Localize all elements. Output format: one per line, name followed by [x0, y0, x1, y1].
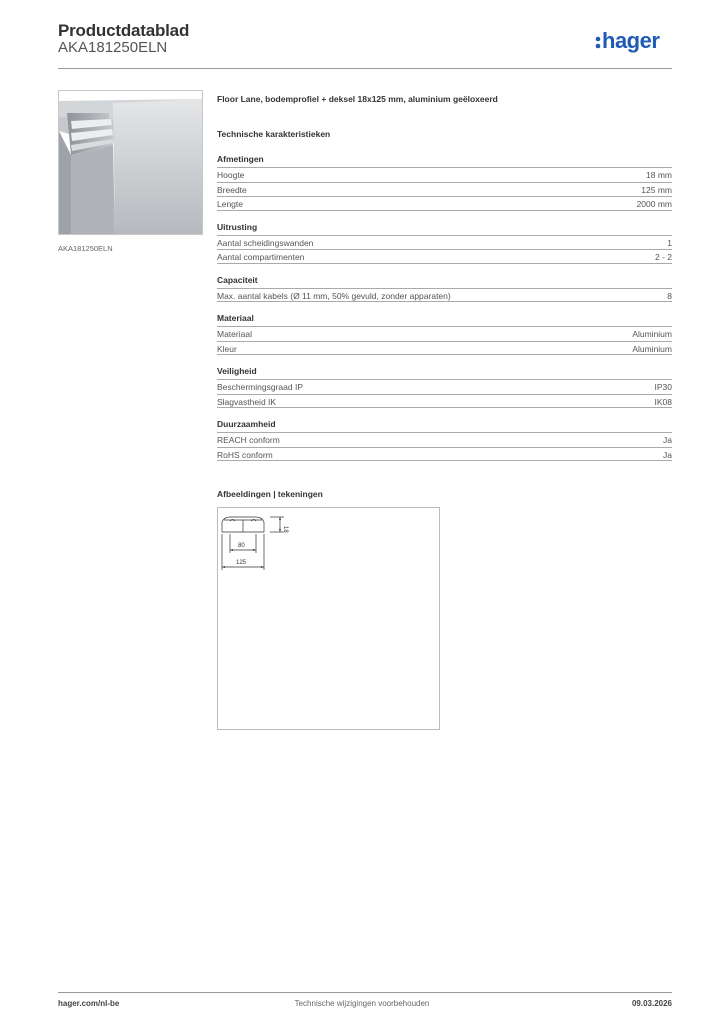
dim-width-label: 125 [236, 560, 247, 566]
section-veiligheid [217, 366, 672, 408]
dim-inner-label: 80 [238, 543, 245, 549]
section-materiaal [217, 313, 672, 355]
section-duurzaamheid [217, 419, 672, 461]
spec-label: Materiaal [217, 329, 252, 339]
section-capaciteit [217, 275, 672, 303]
technical-drawing [217, 507, 440, 730]
footer-date: 09.03.2026 [631, 999, 672, 1008]
spec-row [217, 249, 672, 264]
product-description: Floor Lane, bodemprofiel + deksel 18x125 mm, aluminium geëloxeerd [217, 94, 498, 104]
spec-value: Aluminium [632, 329, 672, 339]
spec-label: Kleur [217, 343, 237, 354]
spec-row [217, 196, 672, 211]
svg-text:hager: hager [602, 28, 660, 53]
section-title: Veiligheid [217, 366, 257, 376]
section-title: Materiaal [217, 313, 254, 323]
section-afmetingen [217, 154, 672, 211]
spec-value: 125 mm [641, 184, 672, 195]
spec-row [217, 182, 672, 197]
spec-row [217, 167, 672, 182]
spec-value: 2000 mm [636, 199, 672, 209]
spec-value: Ja [663, 449, 672, 460]
spec-label: REACH conform [217, 435, 280, 445]
spec-value: Aluminium [632, 343, 672, 354]
footer-disclaimer: Technische wijzigingen voorbehouden [294, 999, 430, 1008]
tech-heading: Technische karakteristieken [217, 129, 331, 139]
product-details [217, 94, 672, 461]
spec-label: Beschermingsgraad IP [217, 382, 303, 392]
spec-row [217, 432, 672, 447]
spec-row [217, 341, 672, 356]
spec-row [217, 447, 672, 462]
product-image-caption: AKA181250ELN [58, 244, 113, 253]
spec-label: Aantal scheidingswanden [217, 237, 314, 248]
footer-website[interactable]: hager.com/nl-be [58, 999, 120, 1008]
spec-row [217, 394, 672, 409]
header-divider [58, 68, 672, 69]
spec-label: Hoogte [217, 170, 245, 180]
spec-label: Slagvastheid IK [217, 396, 277, 407]
spec-value: 2 - 2 [654, 252, 672, 262]
spec-label: Max. aantal kabels (Ø 11 mm, 50% gevuld, zonder apparaten) [217, 290, 451, 301]
spec-label: RoHS conform [217, 449, 273, 460]
section-uitrusting [217, 222, 672, 264]
spec-value: Ja [663, 435, 672, 445]
spec-value: 1 [667, 237, 672, 248]
spec-value: IP30 [654, 382, 672, 392]
spec-row [217, 288, 672, 303]
spec-label: Aantal compartimenten [217, 252, 305, 262]
figures-title: Afbeeldingen | tekeningen [217, 489, 323, 499]
product-image [58, 90, 203, 235]
spec-value: IK08 [654, 396, 672, 407]
spec-value: 8 [667, 290, 672, 301]
spec-row [217, 326, 672, 341]
dim-height-label: 18 [282, 526, 288, 533]
footer-divider [58, 992, 672, 993]
hager-logo [594, 27, 674, 55]
spec-label: Lengte [217, 199, 243, 209]
product-code: AKA181250ELN [58, 39, 168, 56]
page-title: Productdatablad [58, 21, 190, 40]
spec-value: 18 mm [646, 170, 672, 180]
section-title: Uitrusting [217, 221, 258, 232]
spec-row [217, 235, 672, 250]
spec-row [217, 379, 672, 394]
section-title: Capaciteit [217, 274, 258, 285]
section-title: Afmetingen [217, 154, 264, 164]
spec-label: Breedte [217, 184, 247, 195]
section-title: Duurzaamheid [217, 419, 276, 429]
